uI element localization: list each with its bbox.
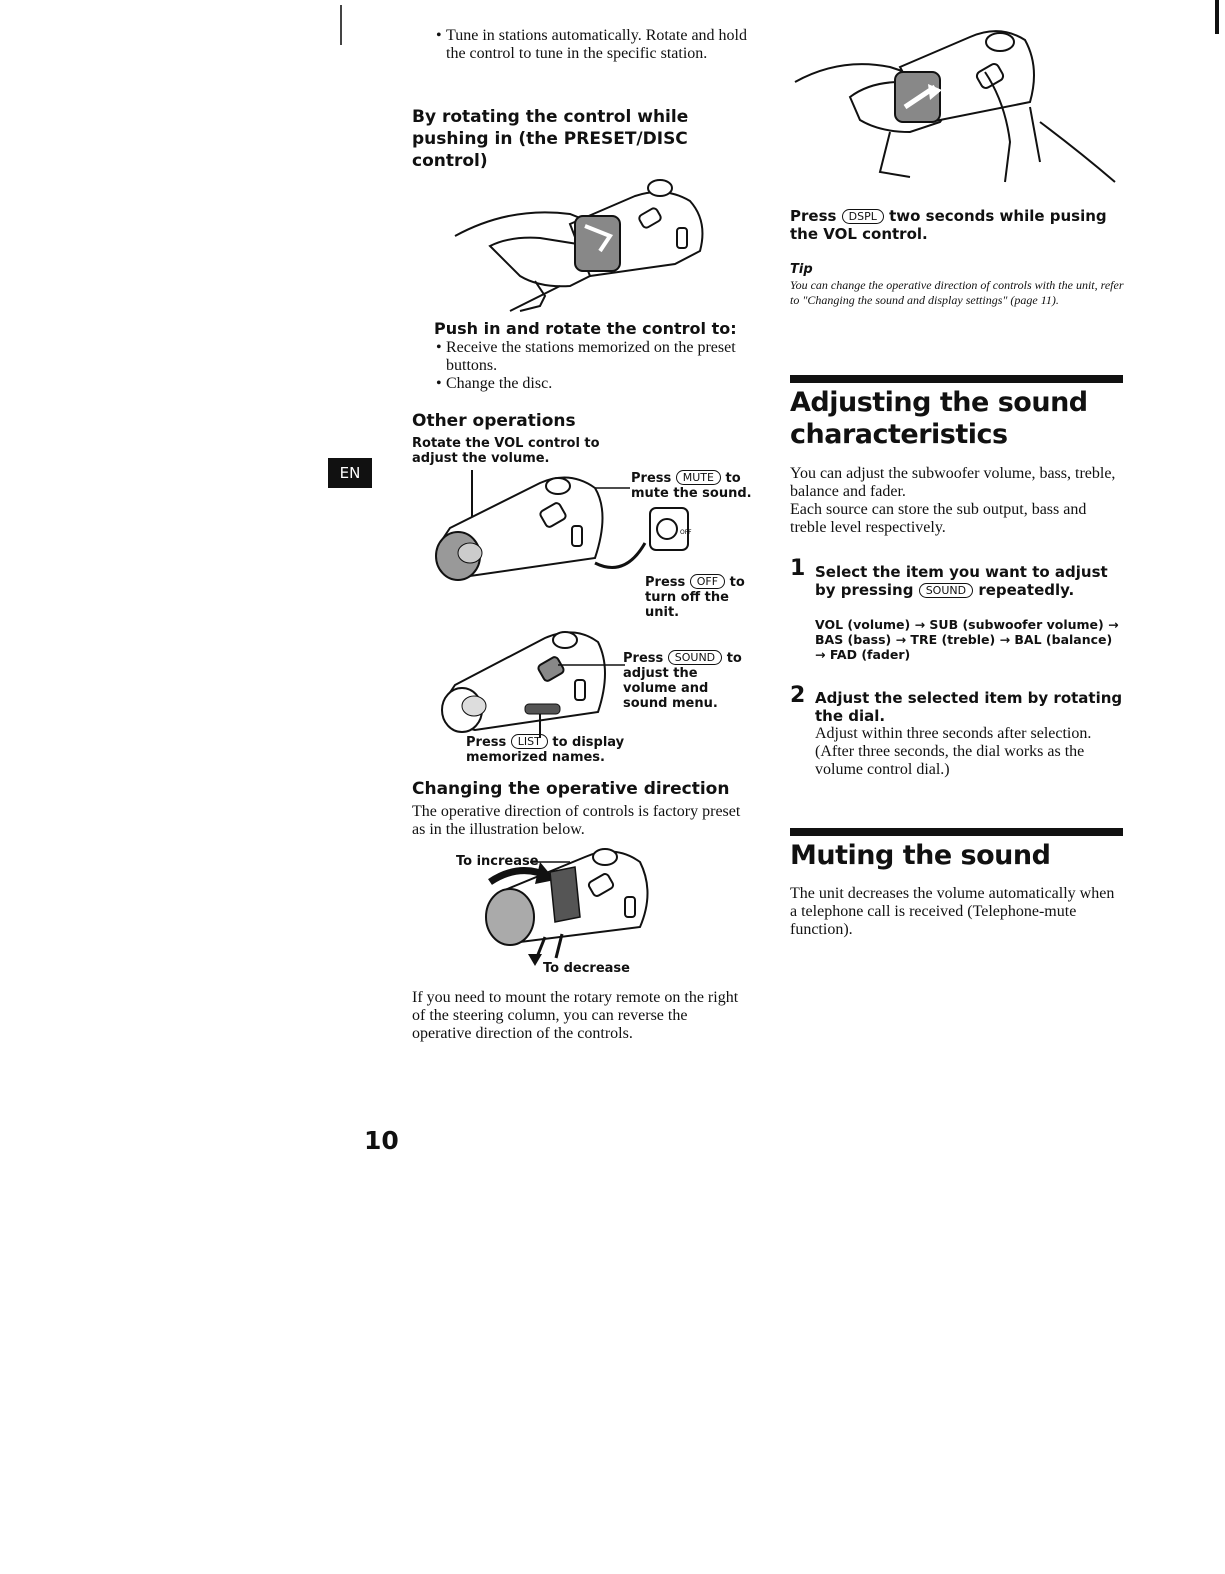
dspl-illustration [790,12,1120,190]
rotate-push-illustration [450,176,710,316]
corner-mark-left [340,5,342,45]
push-rotate-list [436,339,746,393]
to-increase-label: To increase [456,854,539,869]
list-desc: to display memorized names. [466,735,625,765]
intro-bullet: • Tune in stations automatically. Rotate and hold the control to tune in the specific station. [436,27,756,63]
direction-illustration [480,842,660,967]
to-decrease-label: To decrease [543,961,630,976]
off-label [645,574,755,620]
off-icon-text: OFF [680,529,692,536]
step-2-text: Adjust within three seconds after selection. (After three seconds, the dial works as the volume control dial.) [815,725,1092,778]
step-2-number: 2 [790,683,806,708]
muting-heading: Muting the sound [790,840,1051,871]
tip-label: Tip [790,262,813,277]
intro-bullet-list [436,27,756,63]
step-1-post: repeatedly. [978,581,1075,599]
press-text: Press [790,207,837,225]
step-1-number: 1 [790,556,806,581]
changing-direction-text: The operative direction of controls is factory preset as in the illustration below. [412,803,741,838]
adjusting-text-2: Each source can store the sub output, bass and treble level respectively. [790,501,1087,536]
press-text: Press [466,735,507,750]
press-text: Press [631,471,672,486]
list-label [466,734,626,765]
muting-text: The unit decreases the volume automatically when a telephone call is received (Telephone-mute function). [790,885,1115,938]
mute-key: MUTE [676,470,721,485]
rotate-vol-label: Rotate the VOL control to adjust the volume. [412,436,600,466]
dspl-key: DSPL [842,209,884,224]
page-number: 10 [364,1126,399,1155]
mute-label [631,470,761,501]
section-rule [790,375,1123,383]
mute-desc: to mute the sound. [631,471,752,501]
press-text: Press [623,651,664,666]
heading-rotate-push: By rotating the control while pushing in (the PRESET/DISC control) [412,107,689,171]
press-text: Press [645,575,686,590]
step-2-title: Adjust the selected item by rotating the dial. [815,689,1123,725]
dspl-desc: two seconds while pusing the VOL control. [790,207,1107,243]
off-desc: to turn off the unit. [645,575,745,620]
step-1-pre: Select the item you want to adjust by pressing [815,563,1108,599]
sound-desc: to adjust the volume and sound menu. [623,651,742,711]
tip-text: You can change the operative direction of controls with the unit, refer to "Changing the sound and display settings" (page 11). [790,278,1124,307]
dspl-instruction [790,207,1125,243]
sound-key: SOUND [668,650,722,665]
changing-direction-heading: Changing the operative direction [412,779,730,799]
language-tab [328,458,372,488]
section-rule [790,828,1123,836]
mount-text: If you need to mount the rotary remote on the right of the steering column, you can reverse the operative direction of the controls. [412,989,739,1042]
sound-label [623,650,753,711]
list-item: • Change the disc. [436,375,746,393]
adjusting-heading: Adjusting the sound characteristics [790,387,1088,450]
sound-sequence: VOL (volume) → SUB (subwoofer volume) → BAS (bass) → TRE (treble) → BAL (balance) → FAD (fader) [815,617,1119,662]
language-tab-label: EN [339,464,361,482]
list-key: LIST [511,734,548,749]
list-item: • Receive the stations memorized on the preset buttons. [436,339,746,375]
remote-sound-list-illustration [440,620,640,740]
push-rotate-label: Push in and rotate the control to: [434,319,737,338]
off-key: OFF [690,574,725,589]
corner-mark [1215,0,1219,34]
sound-key: SOUND [919,583,973,598]
adjusting-text-1: You can adjust the subwoofer volume, bass, treble, balance and fader. [790,465,1116,500]
step-1-title [815,563,1125,599]
other-operations-heading: Other operations [412,411,576,431]
